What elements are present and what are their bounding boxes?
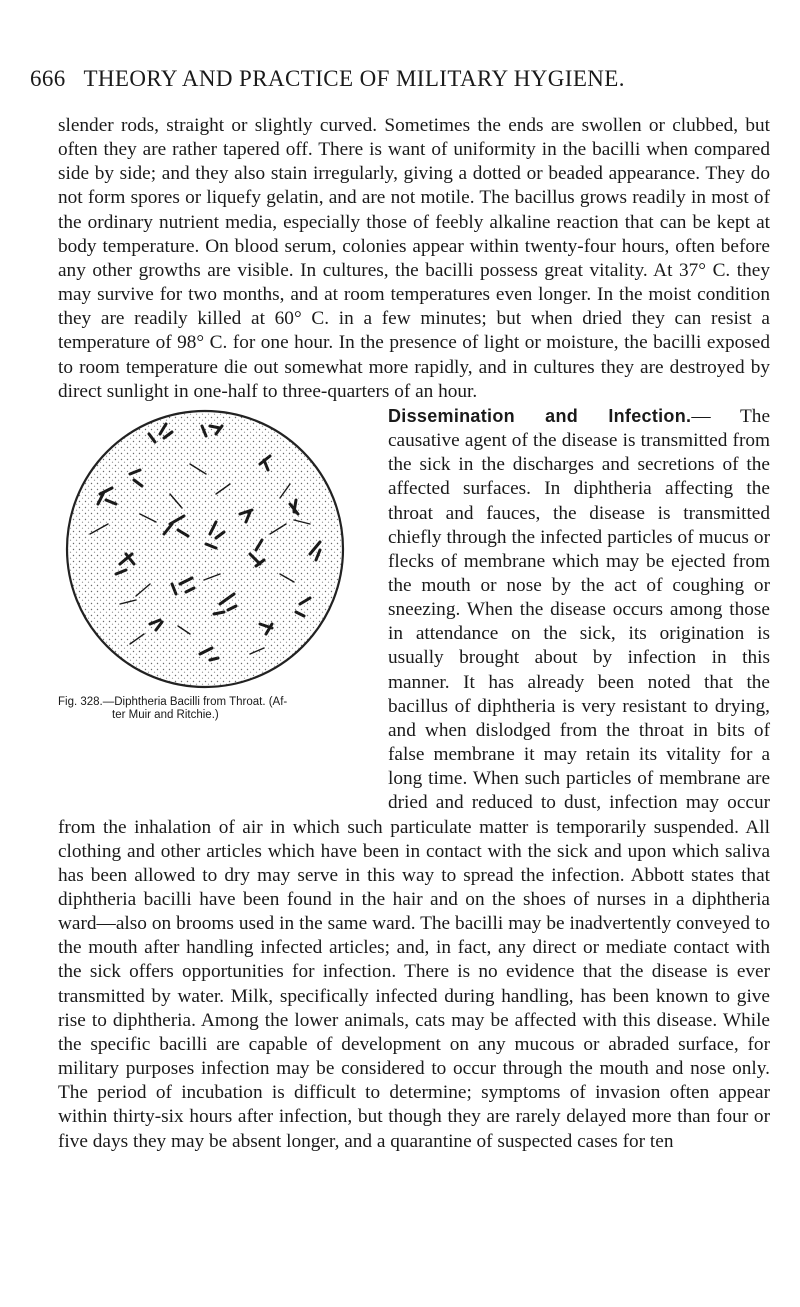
paragraph-2-text: — The causative agent of the disease is transmitted from the sick in the discharges and secretions of the affected surfaces. In diphtheria affecting the throat and fauces, the disease is transmitted chiefly through the infected particles of mucus or flecks of membrane which may be ejected from the mouth or nose by the act of coughing or sneezing. When the disease occurs among those in attendance on the sick, its origination is usually brought about by infection in this manner. It has already been noted that the bacillus of diphtheria is very resistant to drying, and when dislodged from the throat in bits of false membrane it may retain its vitality for a long time. When such particles of membrane are dried and reduced to dust, infection may occur from the inhalation of air in which such particulate matter is temporarily suspended. All clothing and other articles which have been in contact with the sick and upon which saliva has been allowed to dry may serve in this way to spread the infection. Abbott states that diphtheria bacilli have been found in the hair and on the shoes of nurses in a diphtheria ward—also on brooms used in the same ward. The bacilli may be inadvertently conveyed to the mouth after handling infected articles; and, in fact, any direct or mediate contact with the sick offers opportunities for infection. There is no evidence that the disease is ever transmitted by water. Milk, specifically infected during handling, has been known to give rise to diphtheria. Among the lower animals, cats may be affected with this disease. While the specific bacilli are capable of development on any mucous or abraded surface, for military purposes infection may be considered to occur through the mouth and nose only. The period of incubation is difficult to determine; symptoms of invasion often appear within thirty-six hours after infection, but though they are rarely delayed more than four or five days they may be absent longer, and a quarantine of suspected cases for ten	[58, 405, 771, 1152]
running-head	[30, 66, 730, 92]
caption-line-1: Fig. 328.—Diphtheria Bacilli from Throat. (Af-	[58, 695, 288, 708]
figure-328	[58, 404, 376, 802]
caption-line-2: ter Muir and Ritchie.)	[112, 708, 219, 721]
running-title: THEORY AND PRACTICE OF MILITARY HYGIENE.	[83, 66, 625, 91]
section-heading: Dissemination and Infection.	[388, 405, 692, 426]
microscope-field-icon	[60, 404, 350, 694]
page-number: 666	[30, 66, 66, 91]
figure-caption	[58, 696, 376, 722]
paragraph-1-text: slender rods, straight or slightly curved. Sometimes the ends are swollen or clubbed, but often they are rather tapered off. There is want of uniformity in the bacilli when compared side by side; and they also stain irregularly, giving a dotted or beaded appearance. They do not form spores or liquefy gelatin, and are not motile. The bacillus grows readily in most of the ordinary nutrient media, especially those of feebly alkaline reaction that can be kept at body temperature. On blood serum, colonies appear within twenty-four hours, often before any other growths are visible. In cultures, the bacilli possess great vitality. At 37° C. they may survive for two months, and at room temperatures even longer. In the moist condition they are readily killed at 60° C. in a few minutes; but when dried they can resist a temperature of 98° C. for one hour. In the presence of light or moisture, the bacilli exposed to room temperature die out somewhat more rapidly, and in cultures they are destroyed by direct sunlight in one-half to three-quarters of an hour.	[58, 115, 770, 402]
body-text	[58, 114, 770, 1154]
paragraph-1	[58, 114, 770, 404]
